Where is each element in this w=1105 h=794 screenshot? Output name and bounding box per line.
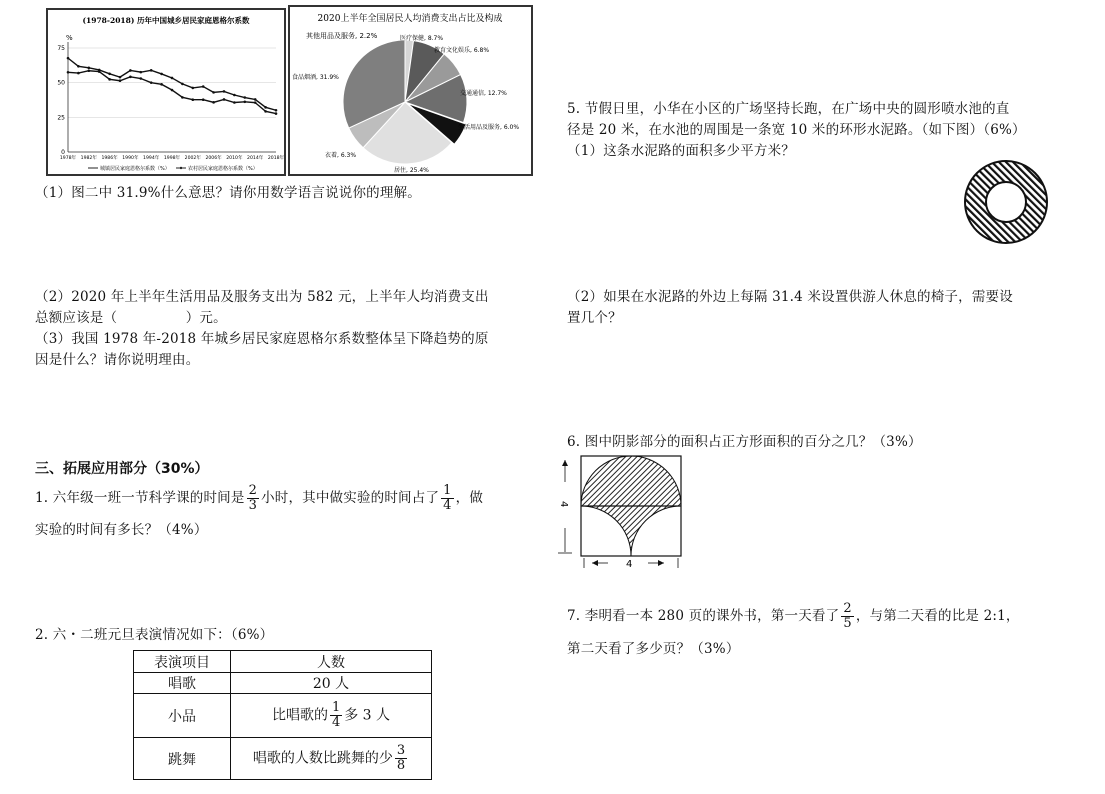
fraction-2-5 <box>841 602 853 631</box>
pie-chart-svg <box>290 7 531 174</box>
fraction-num: 1 <box>331 700 341 715</box>
ring-path-figure <box>960 160 1052 244</box>
fraction-2-3 <box>247 484 259 513</box>
problem-1-line2: 实验的时间有多长？（4%） <box>35 522 208 538</box>
pie-label-food: 食品烟酒, 31.9% <box>292 74 339 81</box>
problem-5-line1: 5. 节假日里，小华在小区的广场坚持长跑，在广场中央的圆形喷水池的直 <box>567 101 1010 117</box>
y-tick-label: 50 <box>57 79 65 87</box>
data-point <box>181 96 184 99</box>
data-point <box>171 89 174 92</box>
data-point <box>160 83 163 86</box>
table-row <box>134 673 432 694</box>
data-point <box>192 87 195 90</box>
problem-7-line1 <box>567 598 1020 634</box>
upper-semicircle <box>581 456 681 506</box>
problem-1-text-c: ，做 <box>455 490 484 506</box>
problem-5-line2: 径是 20 米，在水池的周围是一条宽 10 米的环形水泥路。（如下图）（6%） <box>567 122 1026 138</box>
legend-marker-rural <box>180 167 182 169</box>
data-point <box>67 71 70 74</box>
dim-arrow-right-head <box>658 560 664 566</box>
data-point <box>88 67 91 70</box>
data-point <box>275 112 278 115</box>
data-point <box>160 73 163 76</box>
pie-label-clothing: 衣着, 6.3% <box>325 152 357 159</box>
data-point <box>264 110 267 113</box>
pie-label-housing: 居住, 25.4% <box>394 167 429 174</box>
table-cell-skit: 小品 <box>134 694 231 738</box>
line-chart-ylabel: % <box>66 34 73 42</box>
data-point <box>264 106 267 109</box>
problem-1-text-a: 1. 六年级一班一节科学课的时间是 <box>35 490 245 506</box>
data-point <box>108 78 111 81</box>
data-point <box>254 98 257 101</box>
y-tick-label: 75 <box>57 45 65 52</box>
legend-rural: 农村居民家庭恩格尔系数（%） <box>188 166 258 172</box>
data-point <box>140 71 143 74</box>
pie-label-transport: 交通通信, 12.7% <box>460 90 507 97</box>
data-point <box>223 98 226 101</box>
problem-2-title: 2. 六・二班元旦表演情况如下：（6%） <box>35 627 274 643</box>
section-3-heading: 三、拓展应用部分（30%） <box>35 461 209 477</box>
data-point <box>88 69 91 72</box>
dance-text: 唱歌的人数比跳舞的少 <box>252 750 393 767</box>
data-point <box>202 98 205 101</box>
pie-chart-title: 2020上半年全国居民人均消费支出占比及构成 <box>317 14 503 24</box>
x-tick-label: 1982年 <box>80 156 97 161</box>
consumption-pie-chart <box>288 5 533 176</box>
data-point <box>202 85 205 88</box>
table-cell-singing-count: 20 人 <box>231 673 432 694</box>
pie-label-medical: 医疗保健, 8.7% <box>400 35 444 42</box>
problem-7-text-b: ，与第二天看的比是 2:1， <box>855 608 1020 624</box>
problem-5-sub2-line1: （2）如果在水泥路的外边上每隔 31.4 米设置供游人休息的椅子，需要设 <box>567 289 1013 305</box>
pie-label-other: 其他用品及服务, 2.2% <box>306 32 378 40</box>
x-tick-label: 1994年 <box>143 156 160 161</box>
table-header-item: 表演项目 <box>134 651 231 673</box>
data-point <box>233 101 236 104</box>
q1-part2-line2: 总额应该是（ ）元。 <box>35 310 227 326</box>
data-point <box>98 69 101 72</box>
data-point <box>244 96 247 99</box>
data-point <box>233 94 236 97</box>
data-point <box>119 76 122 79</box>
x-tick-label: 2018年 <box>267 156 284 161</box>
problem-1-line1 <box>35 480 483 516</box>
table-cell-dance-count <box>231 738 432 780</box>
fraction-num: 3 <box>396 743 406 758</box>
data-point <box>140 77 143 80</box>
skit-text-b: 多 3 人 <box>344 707 391 724</box>
data-point <box>77 65 80 68</box>
fraction-1-4 <box>441 484 453 513</box>
problem-1-text-b: 小时，其中做实验的时间占了 <box>261 490 440 506</box>
dim-vertical-label: 4 <box>558 501 569 508</box>
x-tick-label: 1986年 <box>101 156 118 161</box>
fraction-den: 8 <box>396 758 406 773</box>
data-point <box>254 101 257 104</box>
table-row <box>134 738 432 780</box>
x-tick-label: 2014年 <box>247 156 264 161</box>
fraction-num: 2 <box>248 483 258 498</box>
data-point <box>119 79 122 82</box>
table-cell-dance: 跳舞 <box>134 738 231 780</box>
fraction-den: 5 <box>843 616 852 631</box>
dim-arrow-up-head <box>562 460 568 466</box>
x-tick-label: 1998年 <box>163 156 181 161</box>
x-tick-label: 2002年 <box>184 156 201 161</box>
data-point <box>223 90 226 93</box>
table-cell-singing: 唱歌 <box>134 673 231 694</box>
data-point <box>212 91 215 94</box>
problem-7-line2: 第二天看了多少页？（3%） <box>567 641 740 657</box>
data-point <box>275 109 278 112</box>
fraction-den: 3 <box>248 498 258 513</box>
data-point <box>150 81 153 84</box>
table-header-count: 人数 <box>231 651 432 673</box>
performance-table <box>133 650 432 780</box>
fraction-den: 4 <box>443 498 452 513</box>
table-cell-skit-count <box>231 694 432 738</box>
legend-urban: 城镇居民家庭恩格尔系数（%） <box>100 166 170 172</box>
q1-part1: （1）图二中 31.9%什么意思？请你用数学语言说说你的理解。 <box>35 185 421 201</box>
problem-5-sub2-line2: 置几个？ <box>567 310 622 326</box>
engel-line-chart <box>46 8 286 176</box>
line-chart-svg <box>48 10 284 174</box>
problem-5-sub1: （1）这条水泥路的面积多少平方米？ <box>567 143 795 159</box>
data-point <box>67 57 70 60</box>
fountain-circle <box>986 182 1026 222</box>
x-tick-label: 1978年 <box>59 156 77 161</box>
problem-6-text: 6. 图中阴影部分的面积占正方形面积的百分之几？（3%） <box>567 434 922 450</box>
line-chart-title: (1978-2018) 历年中国城乡居民家庭恩格尔系数 <box>82 16 250 25</box>
fraction-den: 4 <box>331 715 341 730</box>
fraction-num: 2 <box>843 601 852 616</box>
fraction-3-8 <box>395 744 407 773</box>
x-tick-label: 2006年 <box>205 156 222 161</box>
x-tick-label: 2010年 <box>226 156 243 161</box>
x-tick-label: 1990年 <box>122 156 139 161</box>
dim-arrow-left-head <box>592 560 598 566</box>
pie-label-daily: 生活用品及服务, 6.0% <box>458 124 520 131</box>
shaded-square-figure <box>556 452 688 572</box>
data-point <box>244 101 247 104</box>
pie-label-education: 教育文化娱乐, 6.8% <box>434 47 490 54</box>
table-row <box>134 651 432 673</box>
dim-horizontal-label: 4 <box>626 559 633 570</box>
fraction-num: 1 <box>443 483 452 498</box>
y-tick-label: 0 <box>61 149 65 156</box>
y-tick-label: 25 <box>57 114 65 122</box>
q1-part3-line2: 因是什么？请你说明理由。 <box>35 352 200 368</box>
data-point <box>129 69 132 72</box>
data-point <box>192 98 195 101</box>
data-point <box>181 83 184 86</box>
data-point <box>77 72 80 75</box>
q1-part3-line1: （3）我国 1978 年-2018 年城乡居民家庭恩格尔系数整体呈下降趋势的原 <box>35 331 489 347</box>
problem-7-text-a: 7. 李明看一本 280 页的课外书，第一天看了 <box>567 608 840 624</box>
fraction-1-4 <box>330 701 342 730</box>
data-point <box>108 72 111 75</box>
table-row <box>134 694 432 738</box>
data-point <box>212 101 215 104</box>
data-point <box>171 77 174 80</box>
q1-part2-line1: （2）2020 年上半年生活用品及服务支出为 582 元，上半年人均消费支出 <box>35 289 489 305</box>
data-point <box>129 76 132 79</box>
data-point <box>150 69 153 72</box>
skit-text-a: 比唱歌的 <box>271 707 328 724</box>
